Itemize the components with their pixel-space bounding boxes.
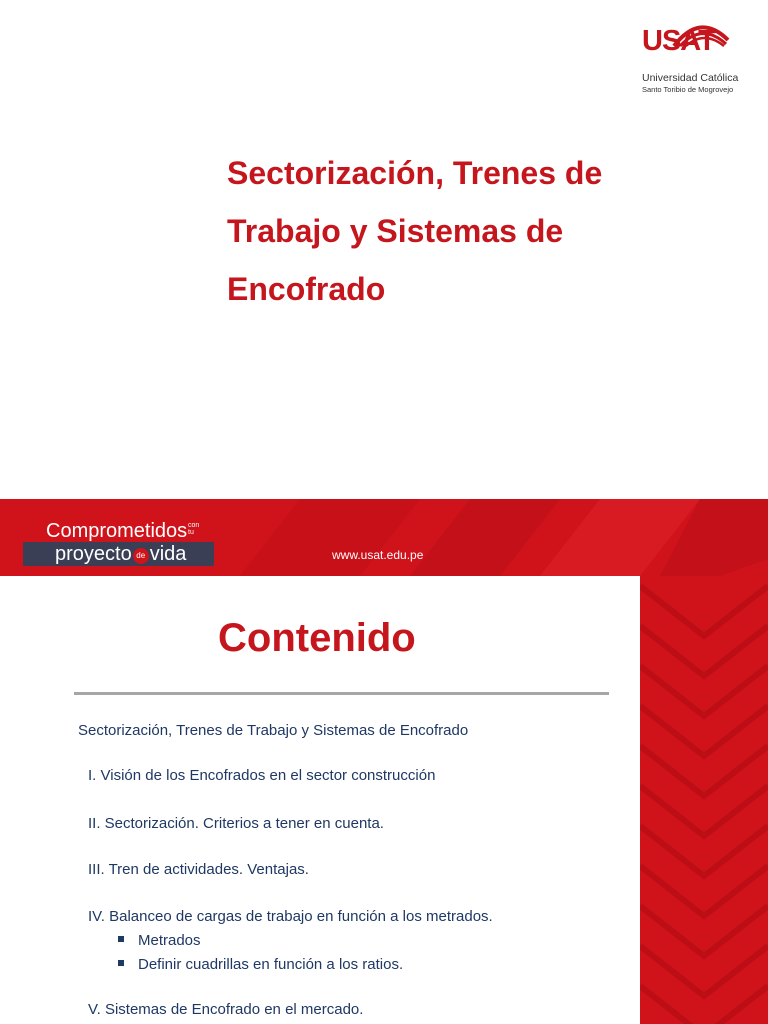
list-item: IV. Balanceo de cargas de trabajo en función a los metrados. (88, 908, 493, 925)
list-item: V. Sistemas de Encofrado en el mercado. (88, 1001, 364, 1018)
list-item: I. Visión de los Encofrados en el sector construcción (88, 767, 436, 784)
content-title: Contenido (218, 616, 416, 660)
list-item: III. Tren de actividades. Ventajas. (88, 861, 309, 878)
title-line: Trabajo y Sistemas de (227, 213, 564, 249)
content-subtitle: Sectorización, Trenes de Trabajo y Sistemas de Encofrado (78, 722, 469, 739)
slogan-small-2: tu (188, 529, 194, 536)
slogan-de-badge: de (133, 548, 149, 564)
square-bullet-icon (118, 936, 124, 942)
website-url[interactable]: www.usat.edu.pe (332, 548, 424, 562)
slogan-small (188, 522, 208, 536)
logo-university-subname: Santo Toribio de Mogrovejo (642, 85, 734, 94)
usat-logo (640, 18, 740, 98)
logo-wordmark: USAT (642, 25, 715, 57)
list-item: II. Sectorización. Criterios a tener en cuenta. (88, 815, 384, 832)
slogan-top-text: Comprometidos (46, 520, 188, 542)
content-slide (0, 576, 768, 1024)
slogan-bottom-b: vida (149, 543, 187, 565)
sub-list-item-label: Definir cuadrillas en función a los ratios. (138, 956, 404, 973)
slogan-small-1: con (188, 522, 200, 529)
slogan-bottom (55, 543, 186, 566)
sub-list-item-label: Metrados (138, 932, 201, 949)
slogan-bottom-a: proyecto (55, 543, 132, 565)
sub-list-item (118, 932, 201, 949)
square-bullet-icon (118, 960, 124, 966)
slogan-top (46, 520, 200, 543)
slide-title (227, 144, 697, 318)
title-line: Encofrado (227, 271, 386, 307)
title-line: Sectorización, Trenes de (227, 155, 603, 191)
title-divider (74, 692, 609, 695)
right-stripe (640, 576, 768, 1024)
chevron-pattern-icon (640, 576, 768, 1024)
sub-list-item (118, 956, 403, 973)
logo-university-name: Universidad Católica (642, 72, 739, 84)
